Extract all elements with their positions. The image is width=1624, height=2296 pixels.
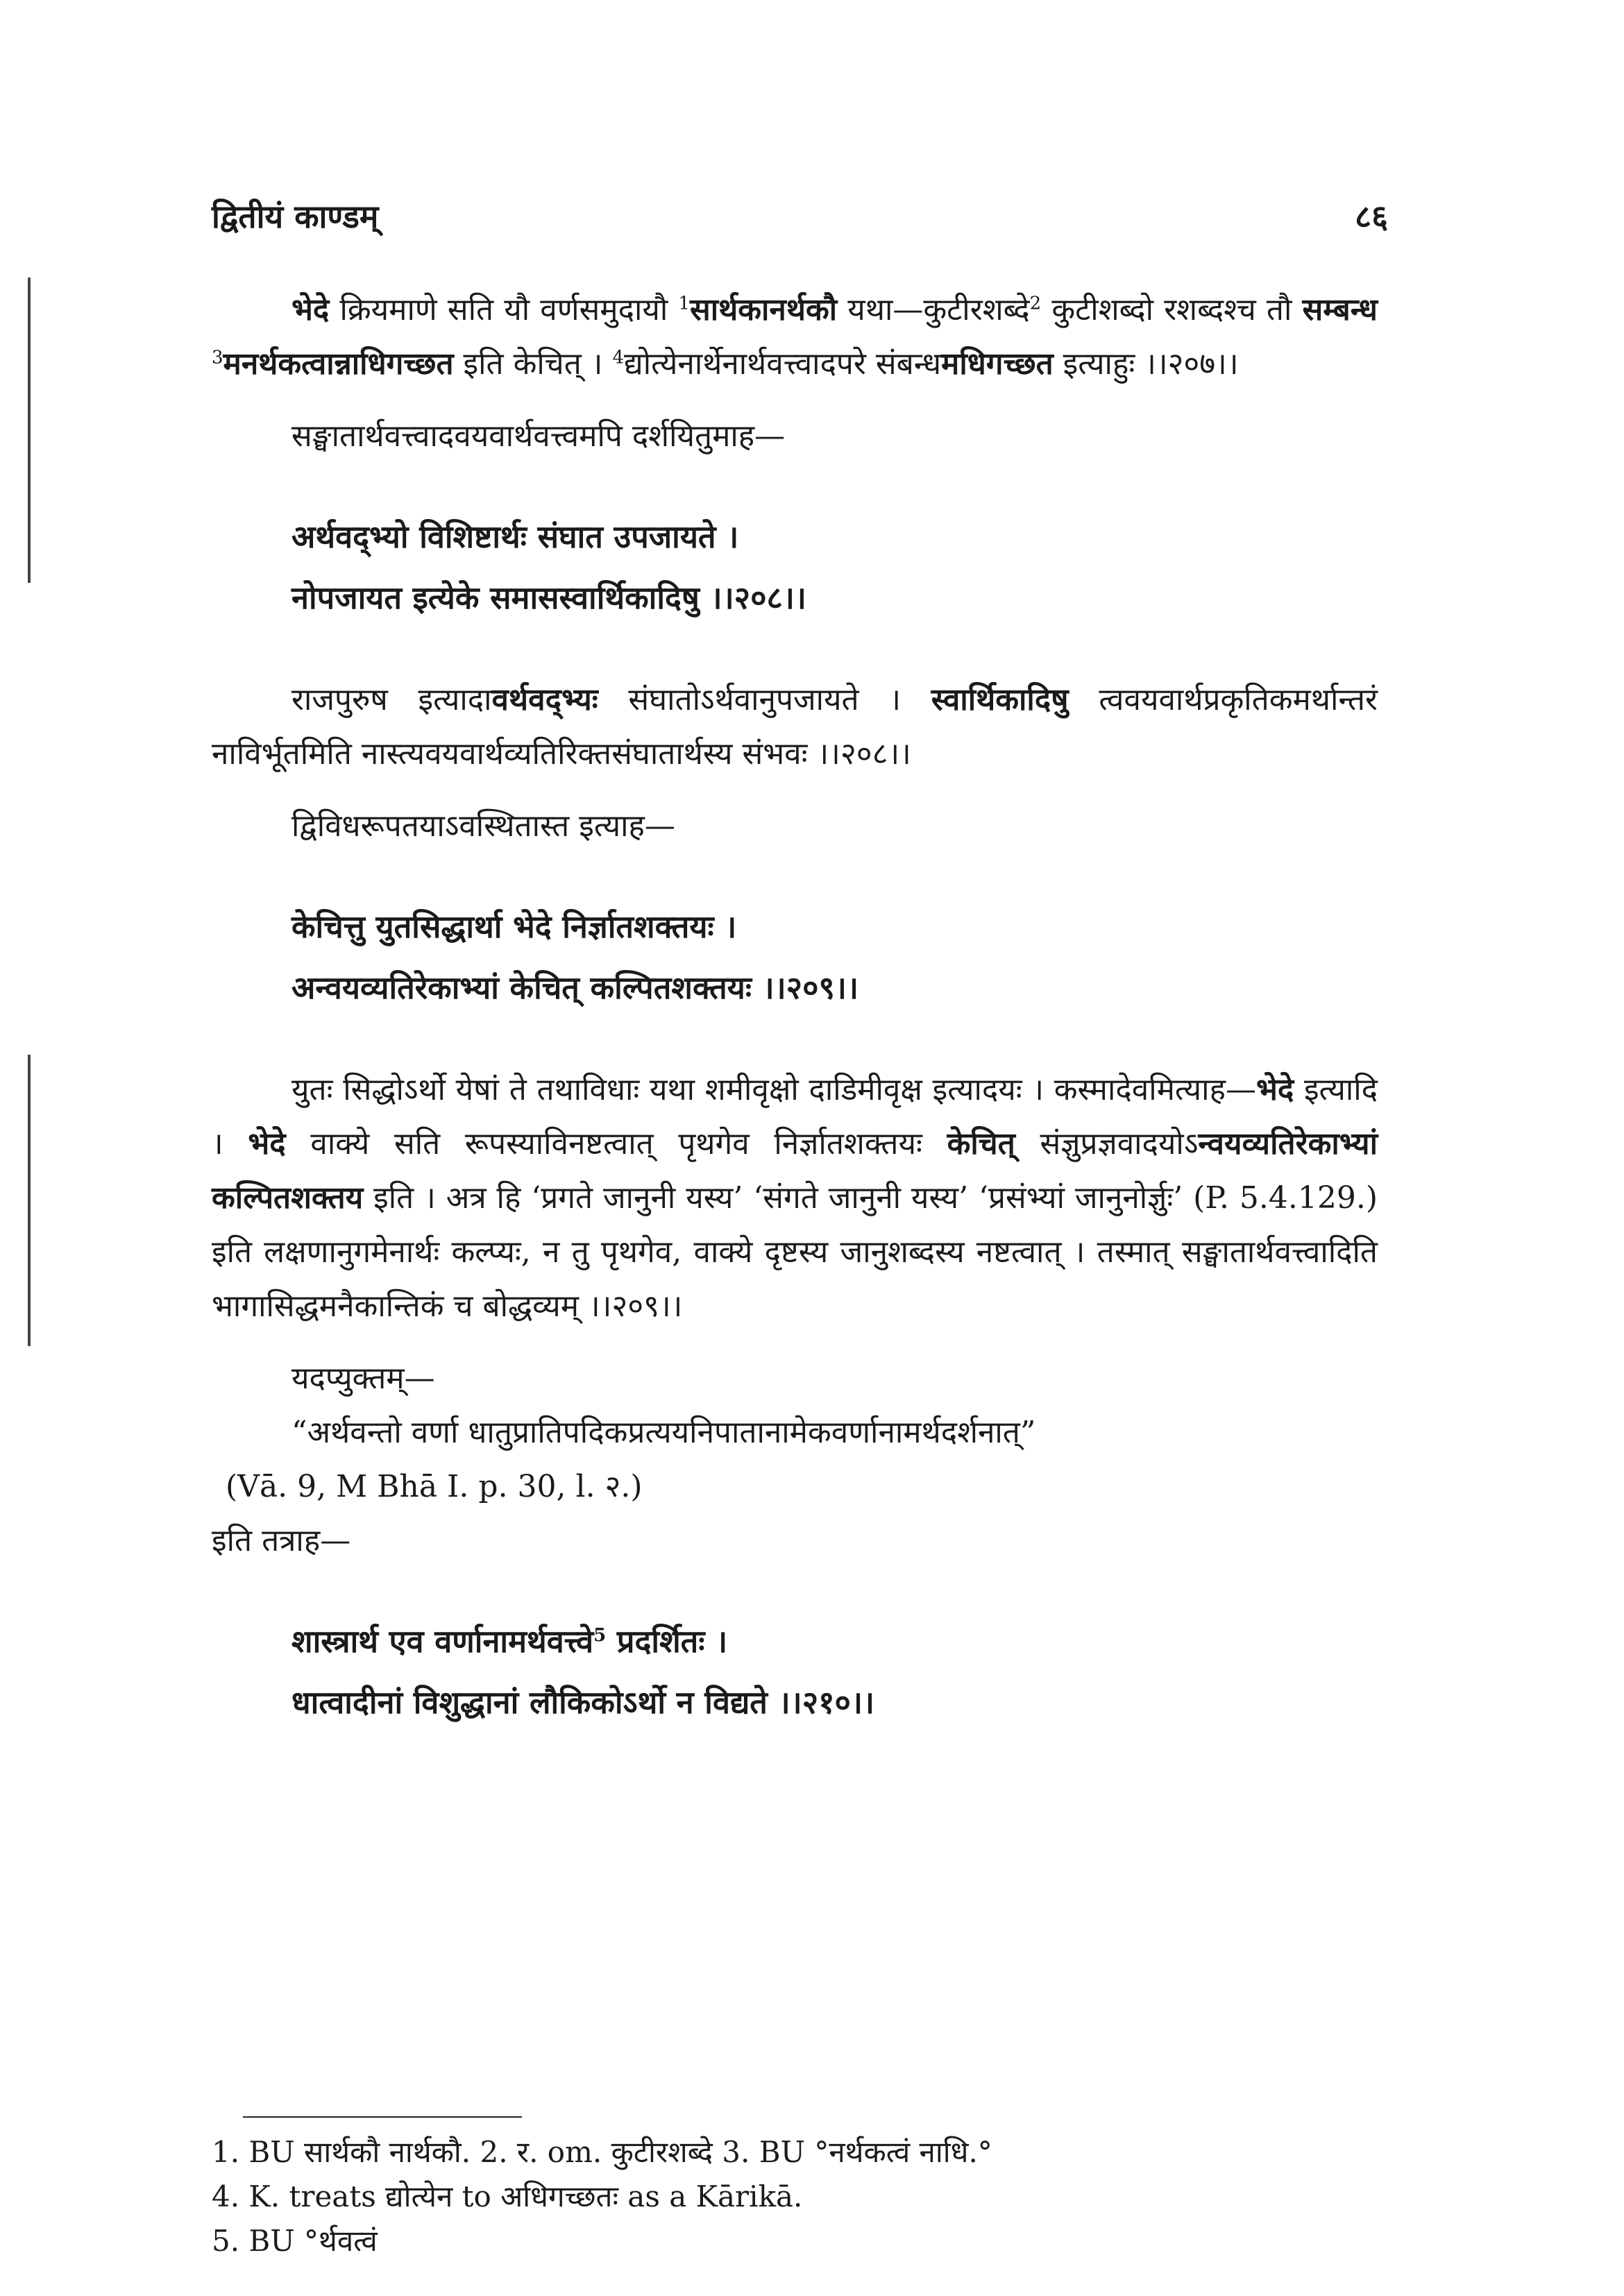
commentary-208: राजपुरुष इत्यादावर्थवद्भ्यः संघातोऽर्थवानुपजायते । स्वार्थिकादिषु त्ववयवार्थप्रकृतिकमर्थान्तरं नाविर्भूतमिति नास्त्यवयवार्थव्यतिरिक्तसंघातार्थस्य संभवः ।।२०८।। [212,682,1378,772]
footnotes [212,2130,1378,2263]
verse-line: केचित्तु युतसिद्धार्था भेदे निर्ज्ञातशक्तयः । [291,908,737,945]
footnote: 5. BU °र्थवत्वं [212,2224,378,2258]
page-number: ८६ [1355,198,1388,235]
vartika-quote: “अर्थवन्तो वर्णा धातुप्रातिपदिकप्रत्ययनिपातानामेकवर्णानामर्थदर्शनात्” [291,1415,1036,1450]
footnote: 4. K. treats द्योत्येन to अधिगच्छतः as a Kārikā. [212,2179,803,2213]
verse-208 [291,507,1378,629]
footnote-ref: 3 [212,347,223,368]
intro-209: द्विविधरूपतयाऽवस्थितास्त इत्याह— [291,808,675,844]
verse-line: शास्त्रार्थ एव वर्णानामर्थवत्त्वे$^5$ प्रदर्शितः । [291,1623,728,1660]
verse-line: नोपजायत इत्येके समासस्वार्थिकादिषु ।।२०८।। [291,579,806,616]
commentary-207: भेदे क्रियमाणे सति यौ वर्णसमुदायौ $^1$सार्थकानर्थकौ यथा—कुटीरशब्दे$^2$ कुटीशब्दो रशब्दश्च तौ सम्बन्ध $^3$मनर्थकत्वान्नाधिगच्छत इति केचित् । $^4$द्योत्येनार्थेनार्थवत्त्वादपरे संबन्धमधिगच्छत इत्याहुः ।।२०७।। [212,292,1378,382]
footnote-ref: 4 [612,347,624,368]
footnote-ref: 5 [593,1625,607,1646]
running-header [212,194,1388,250]
footnote-ref: 1 [678,293,690,314]
running-title: द्वितीयं काण्डम् [212,198,379,235]
verse-line: अन्वयव्यतिरेकाभ्यां केचित् कल्पितशक्तयः ।।२०९।। [291,969,858,1006]
footnote-rule [243,2116,522,2118]
intro-208: सङ्घातार्थवत्त्वादवयवार्थवत्त्वमपि दर्शयितुमाह— [291,418,786,454]
footnote-ref: 2 [1029,293,1042,314]
scan-edge-mark [28,278,31,583]
commentary-209: युतः सिद्धोऽर्थो येषां ते तथाविधाः यथा शमीवृक्षो दाडिमीवृक्ष इत्यादयः । कस्मादेवमित्याह—भेदे इत्यादि । भेदे वाक्ये सति रूपस्याविनष्टत्वात् पृथगेव निर्ज्ञातशक्तयः केचित् संज्ञुप्रज्ञवादयोऽन्वयव्यतिरेकाभ्यां कल्पितशक्तय इति । अत्र हि ‘प्रगते जानुनी यस्य’ ‘संगते जानुनी यस्य’ ‘प्रसंभ्यां जानुनोर्ज्ञुः’ (P. 5.4.129.) इति लक्षणानुगमेनार्थः कल्प्यः, न तु पृथगेव, वाक्ये दृष्टस्य जानुशब्दस्य नष्टत्वात् । तस्मात् सङ्घातार्थवत्त्वादिति भागासिद्धमनैकान्तिकं च बोद्धव्यम् ।।२०९।। [212,1072,1378,1324]
verse-line: धात्वादीनां विशुद्धानां लौकिकोऽर्थो न विद्यते ।।२१०।। [291,1684,875,1721]
quote-intro: यदप्युक्तम्— [291,1361,435,1396]
verse-209 [291,896,1378,1019]
quote-close: इति तत्राह— [212,1523,351,1558]
quote-reference: (Vā. 9, M Bhā I. p. 30, l. २.) [226,1469,643,1504]
verse-210 [291,1611,1378,1733]
scan-edge-mark [28,1055,31,1346]
footnote: 1. BU सार्थकौ नार्थकौ. 2. र. om. कुटीरशब्दे 3. BU °नर्थकत्वं नाधि.° [212,2135,992,2169]
main-text [212,283,1378,1733]
verse-line: अर्थवद्भ्यो विशिष्टार्थः संघात उपजायते । [291,518,739,555]
